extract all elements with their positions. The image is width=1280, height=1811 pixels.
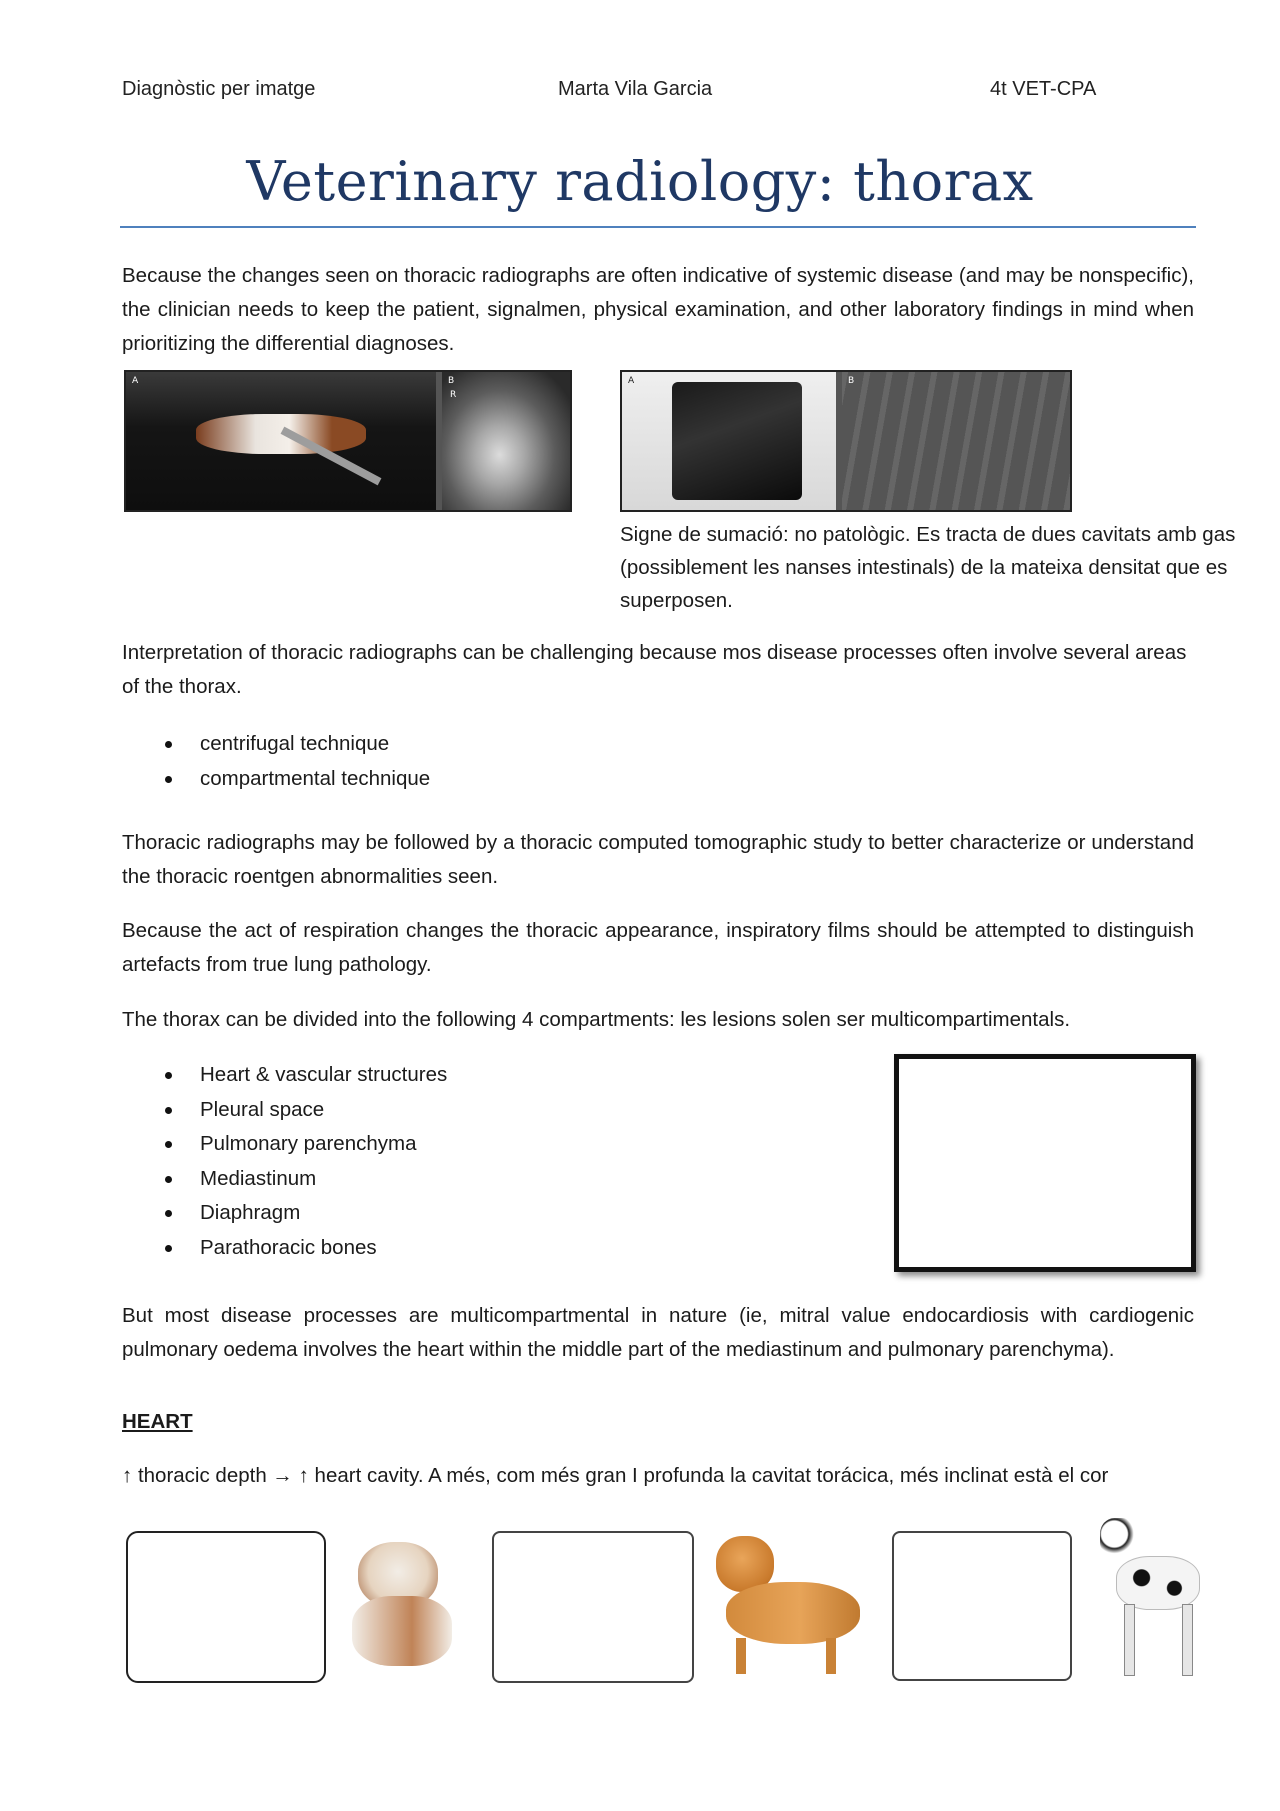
photo-dog-on-couch (126, 372, 436, 510)
list-item (122, 1127, 822, 1162)
list-item-label: compartmental technique (200, 766, 431, 790)
label-trachea: Trachea (949, 1123, 985, 1133)
bullet-icon (165, 741, 172, 748)
xray-retriever-thorax (492, 1531, 694, 1683)
list-item-label: Pleural space (200, 1097, 325, 1121)
bullet-icon (165, 1210, 172, 1217)
page-title: Veterinary radiology: thorax (246, 150, 1034, 213)
label-heart: Heart (1027, 1183, 1053, 1193)
xray-bulldog-thorax (126, 1531, 326, 1683)
multicompartmental-paragraph: But most disease processes are multicompartmental in nature (ie, mitral value endocardiosis with cardiogenic pulmonary oedema involves the heart within the middle part of the mediastinum and pulmonary parenchyma). (122, 1304, 1194, 1361)
header-right: 4t VET-CPA (990, 78, 1097, 100)
intro-paragraph: Because the changes seen on thoracic radiographs are often indicative of systemic disease (and may be nonspecific), the clinician needs to keep the patient, signalmen, physical examination, and other laboratory findings in mind when prioritizing the differential diagnoses. (122, 264, 1194, 355)
panel-b-label: B (448, 376, 455, 386)
list-item-label: centrifugal technique (200, 732, 390, 755)
panel-a-label: A (628, 376, 635, 386)
list-item-label: Mediastinum (200, 1166, 317, 1190)
heart-depth-paragraph: ↑ thoracic depth → ↑ heart cavity. A més, com més gran I profunda la cavitat torácica, més inclinat està el cor (122, 1464, 1109, 1487)
list-item (122, 727, 922, 762)
retriever-leg (736, 1638, 746, 1674)
figure-summation-sign (620, 370, 1072, 512)
great-dane-body (1116, 1556, 1200, 1610)
panel-b-label: B (848, 376, 855, 386)
list-item (122, 1162, 822, 1197)
heart-heading: HEART (122, 1410, 193, 1433)
list-item-label: Parathoracic bones (200, 1235, 377, 1259)
list-item (122, 1093, 822, 1128)
figure-dog-positioning (124, 370, 572, 512)
header-left: Diagnòstic per imatge (122, 78, 316, 100)
bag-shape (672, 382, 802, 500)
great-dane-leg (1124, 1604, 1135, 1676)
techniques-list (122, 727, 922, 796)
bulldog-photo (340, 1536, 464, 1676)
bullet-icon (165, 1141, 172, 1148)
compartments-paragraph: The thorax can be divided into the following 4 compartments: les lesions solen ser multicompartimentals. (122, 1008, 1071, 1031)
list-item (122, 1058, 822, 1093)
retriever-photo (706, 1530, 870, 1680)
list-item-label: Pulmonary parenchyma (200, 1132, 417, 1155)
bullet-icon (165, 1245, 172, 1252)
bullet-icon (165, 776, 172, 783)
bullet-icon (165, 1107, 172, 1114)
list-item-label: Diaphragm (200, 1201, 301, 1224)
great-dane-leg (1182, 1604, 1193, 1676)
side-marker: R (450, 390, 457, 400)
label-lungs-left: Lungs (961, 1175, 988, 1185)
bullet-icon (165, 1176, 172, 1183)
great-dane-head (1100, 1518, 1136, 1558)
list-item (122, 1196, 822, 1231)
label-liver: Liver (1127, 1205, 1150, 1215)
ct-paragraph: Thoracic radiographs may be followed by a thoracic computed tomographic study to better characterize or understand the thoracic roentgen abnormalities seen. (122, 831, 1194, 888)
list-item-label: Heart & vascular structures (200, 1063, 448, 1086)
figure-caption: Signe de sumació: no patològic. Es tracta de dues cavitats amb gas (possiblement les nanses intestinals) de la mateixa densitat que es superposen. (620, 523, 1236, 612)
list-item (122, 1231, 822, 1266)
xray-great-dane-thorax (892, 1531, 1072, 1681)
xray-lateral-summation (842, 372, 1070, 510)
xray-vd-thorax (442, 372, 570, 510)
interpretation-paragraph: Interpretation of thoracic radiographs can be challenging because mos disease processes often involve several areas of the thorax. (122, 641, 1187, 698)
label-stomach: Stomach (1139, 1139, 1179, 1149)
retriever-body (726, 1582, 860, 1644)
label-pvc: PVC (1079, 1139, 1097, 1149)
retriever-leg (826, 1638, 836, 1674)
label-lungs-top: Lungs (1079, 1107, 1106, 1117)
list-item (122, 762, 922, 797)
photo-superimposed-bags (622, 372, 836, 510)
bulldog-body (352, 1596, 452, 1666)
great-dane-photo (1086, 1514, 1210, 1682)
header-center: Marta Vila Garcia (558, 78, 713, 100)
respiration-paragraph: Because the act of respiration changes the thoracic appearance, inspiratory films should be attempted to distinguish artefacts from true lung pathology. (122, 919, 1194, 976)
bullet-icon (165, 1072, 172, 1079)
compartments-list (122, 1058, 822, 1265)
xray-thorax-anatomy (894, 1054, 1196, 1272)
panel-a-label: A (132, 376, 139, 386)
title-rule (120, 226, 1196, 228)
